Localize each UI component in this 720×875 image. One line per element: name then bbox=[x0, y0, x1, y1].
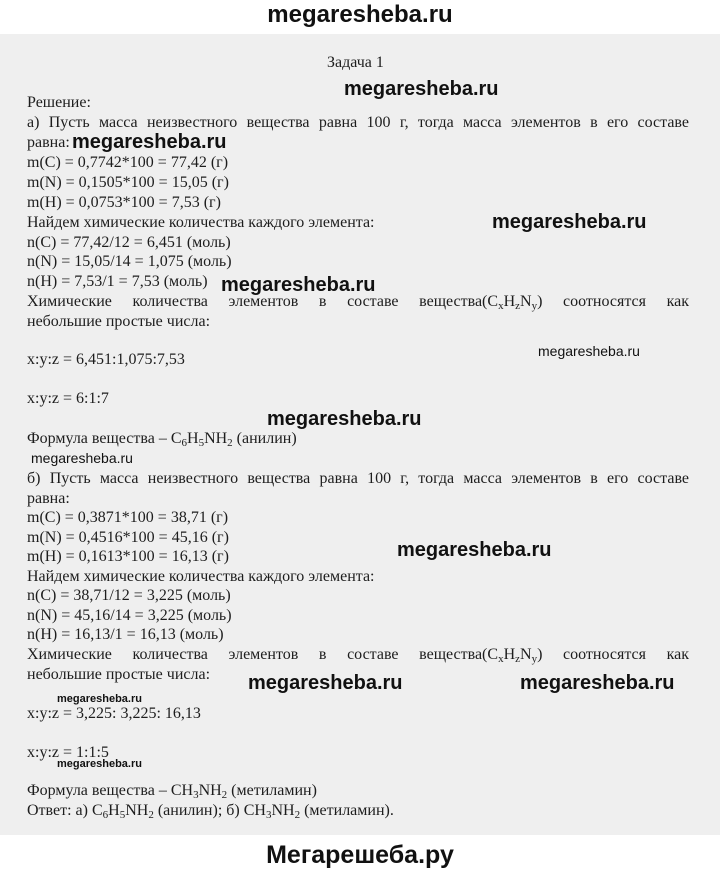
b-intro-line2: равна: bbox=[27, 490, 70, 507]
watermark: megaresheba.ru bbox=[248, 672, 403, 694]
b-find-amounts: Найдем химические количества каждого элемента: bbox=[27, 568, 375, 585]
watermark: megaresheba.ru bbox=[72, 131, 227, 153]
a-find-amounts: Найдем химические количества каждого элемента: bbox=[27, 214, 375, 231]
watermark: megaresheba.ru bbox=[520, 672, 675, 694]
watermark: megaresheba.ru bbox=[397, 539, 552, 561]
a-mass-h: m(H) = 0,0753*100 = 7,53 (г) bbox=[27, 194, 221, 211]
watermark: megaresheba.ru bbox=[57, 693, 142, 705]
a-intro-line2: равна: bbox=[27, 134, 70, 151]
solution-label: Решение: bbox=[27, 94, 91, 111]
a-amount-h: n(H) = 7,53/1 = 7,53 (моль) bbox=[27, 273, 208, 290]
a-ratio-line2: небольшие простые числа: bbox=[27, 313, 211, 330]
scanned-page bbox=[0, 34, 720, 835]
a-formula-line: Формула вещества – $C_6H_5NH_2$ (анилин) bbox=[27, 430, 297, 449]
b-amount-h: n(H) = 16,13/1 = 16,13 (моль) bbox=[27, 626, 224, 643]
watermark: megaresheba.ru bbox=[267, 408, 422, 430]
b-formula-line: Формула вещества – $CH_3NH_2$ (метиламин) bbox=[27, 782, 317, 801]
watermark: megaresheba.ru bbox=[31, 450, 133, 466]
b-ratio-line2: небольшие простые числа: bbox=[27, 666, 211, 683]
b-ratio-line1: Химические количества элементов в составе $вещества(C_xH_zN_y)$ соотносятся как bbox=[27, 646, 689, 665]
a-xyz-simplified: x:y:z = 6:1:7 bbox=[27, 390, 109, 407]
a-amount-n: n(N) = 15,05/14 = 1,075 (моль) bbox=[27, 253, 232, 270]
task-title: Задача 1 bbox=[327, 54, 384, 71]
b-xyz-simplified: x:y:z = 1:1:5 bbox=[27, 744, 109, 761]
watermark: megaresheba.ru bbox=[221, 274, 376, 296]
a-amount-c: n(C) = 77,42/12 = 6,451 (моль) bbox=[27, 234, 231, 251]
b-amount-n: n(N) = 45,16/14 = 3,225 (моль) bbox=[27, 607, 232, 624]
watermark: megaresheba.ru bbox=[492, 211, 647, 233]
a-xyz-ratio: x:y:z = 6,451:1,075:7,53 bbox=[27, 351, 185, 368]
b-mass-n: m(N) = 0,4516*100 = 45,16 (г) bbox=[27, 529, 229, 546]
a-mass-c: m(C) = 0,7742*100 = 77,42 (г) bbox=[27, 154, 229, 171]
b-amount-c: n(C) = 38,71/12 = 3,225 (моль) bbox=[27, 587, 231, 604]
a-ratio-line1: Химические количества элементов в составе $вещества(C_xH_zN_y)$ соотносятся как bbox=[27, 293, 689, 312]
watermark: megaresheba.ru bbox=[344, 78, 499, 100]
a-mass-n: m(N) = 0,1505*100 = 15,05 (г) bbox=[27, 174, 229, 191]
answer-line: Ответ: а) $C_6H_5NH_2$ (анилин); б) $CH_3NH_2$ (метиламин). bbox=[27, 802, 394, 821]
b-mass-c: m(C) = 0,3871*100 = 38,71 (г) bbox=[27, 509, 229, 526]
header-site-title: megaresheba.ru bbox=[0, 0, 720, 34]
b-intro-line1: б) Пусть масса неизвестного вещества равна 100 г, тогда масса элементов в его составе bbox=[27, 470, 689, 487]
b-xyz-ratio: x:y:z = 3,225: 3,225: 16,13 bbox=[27, 705, 201, 722]
b-mass-h: m(H) = 0,1613*100 = 16,13 (г) bbox=[27, 548, 229, 565]
footer-site-title: Мегарешеба.ру bbox=[0, 835, 720, 875]
watermark: megaresheba.ru bbox=[57, 758, 142, 770]
watermark: megaresheba.ru bbox=[538, 343, 640, 359]
a-intro-line1: а) Пусть масса неизвестного вещества равна 100 г, тогда масса элементов в его составе bbox=[27, 114, 689, 131]
